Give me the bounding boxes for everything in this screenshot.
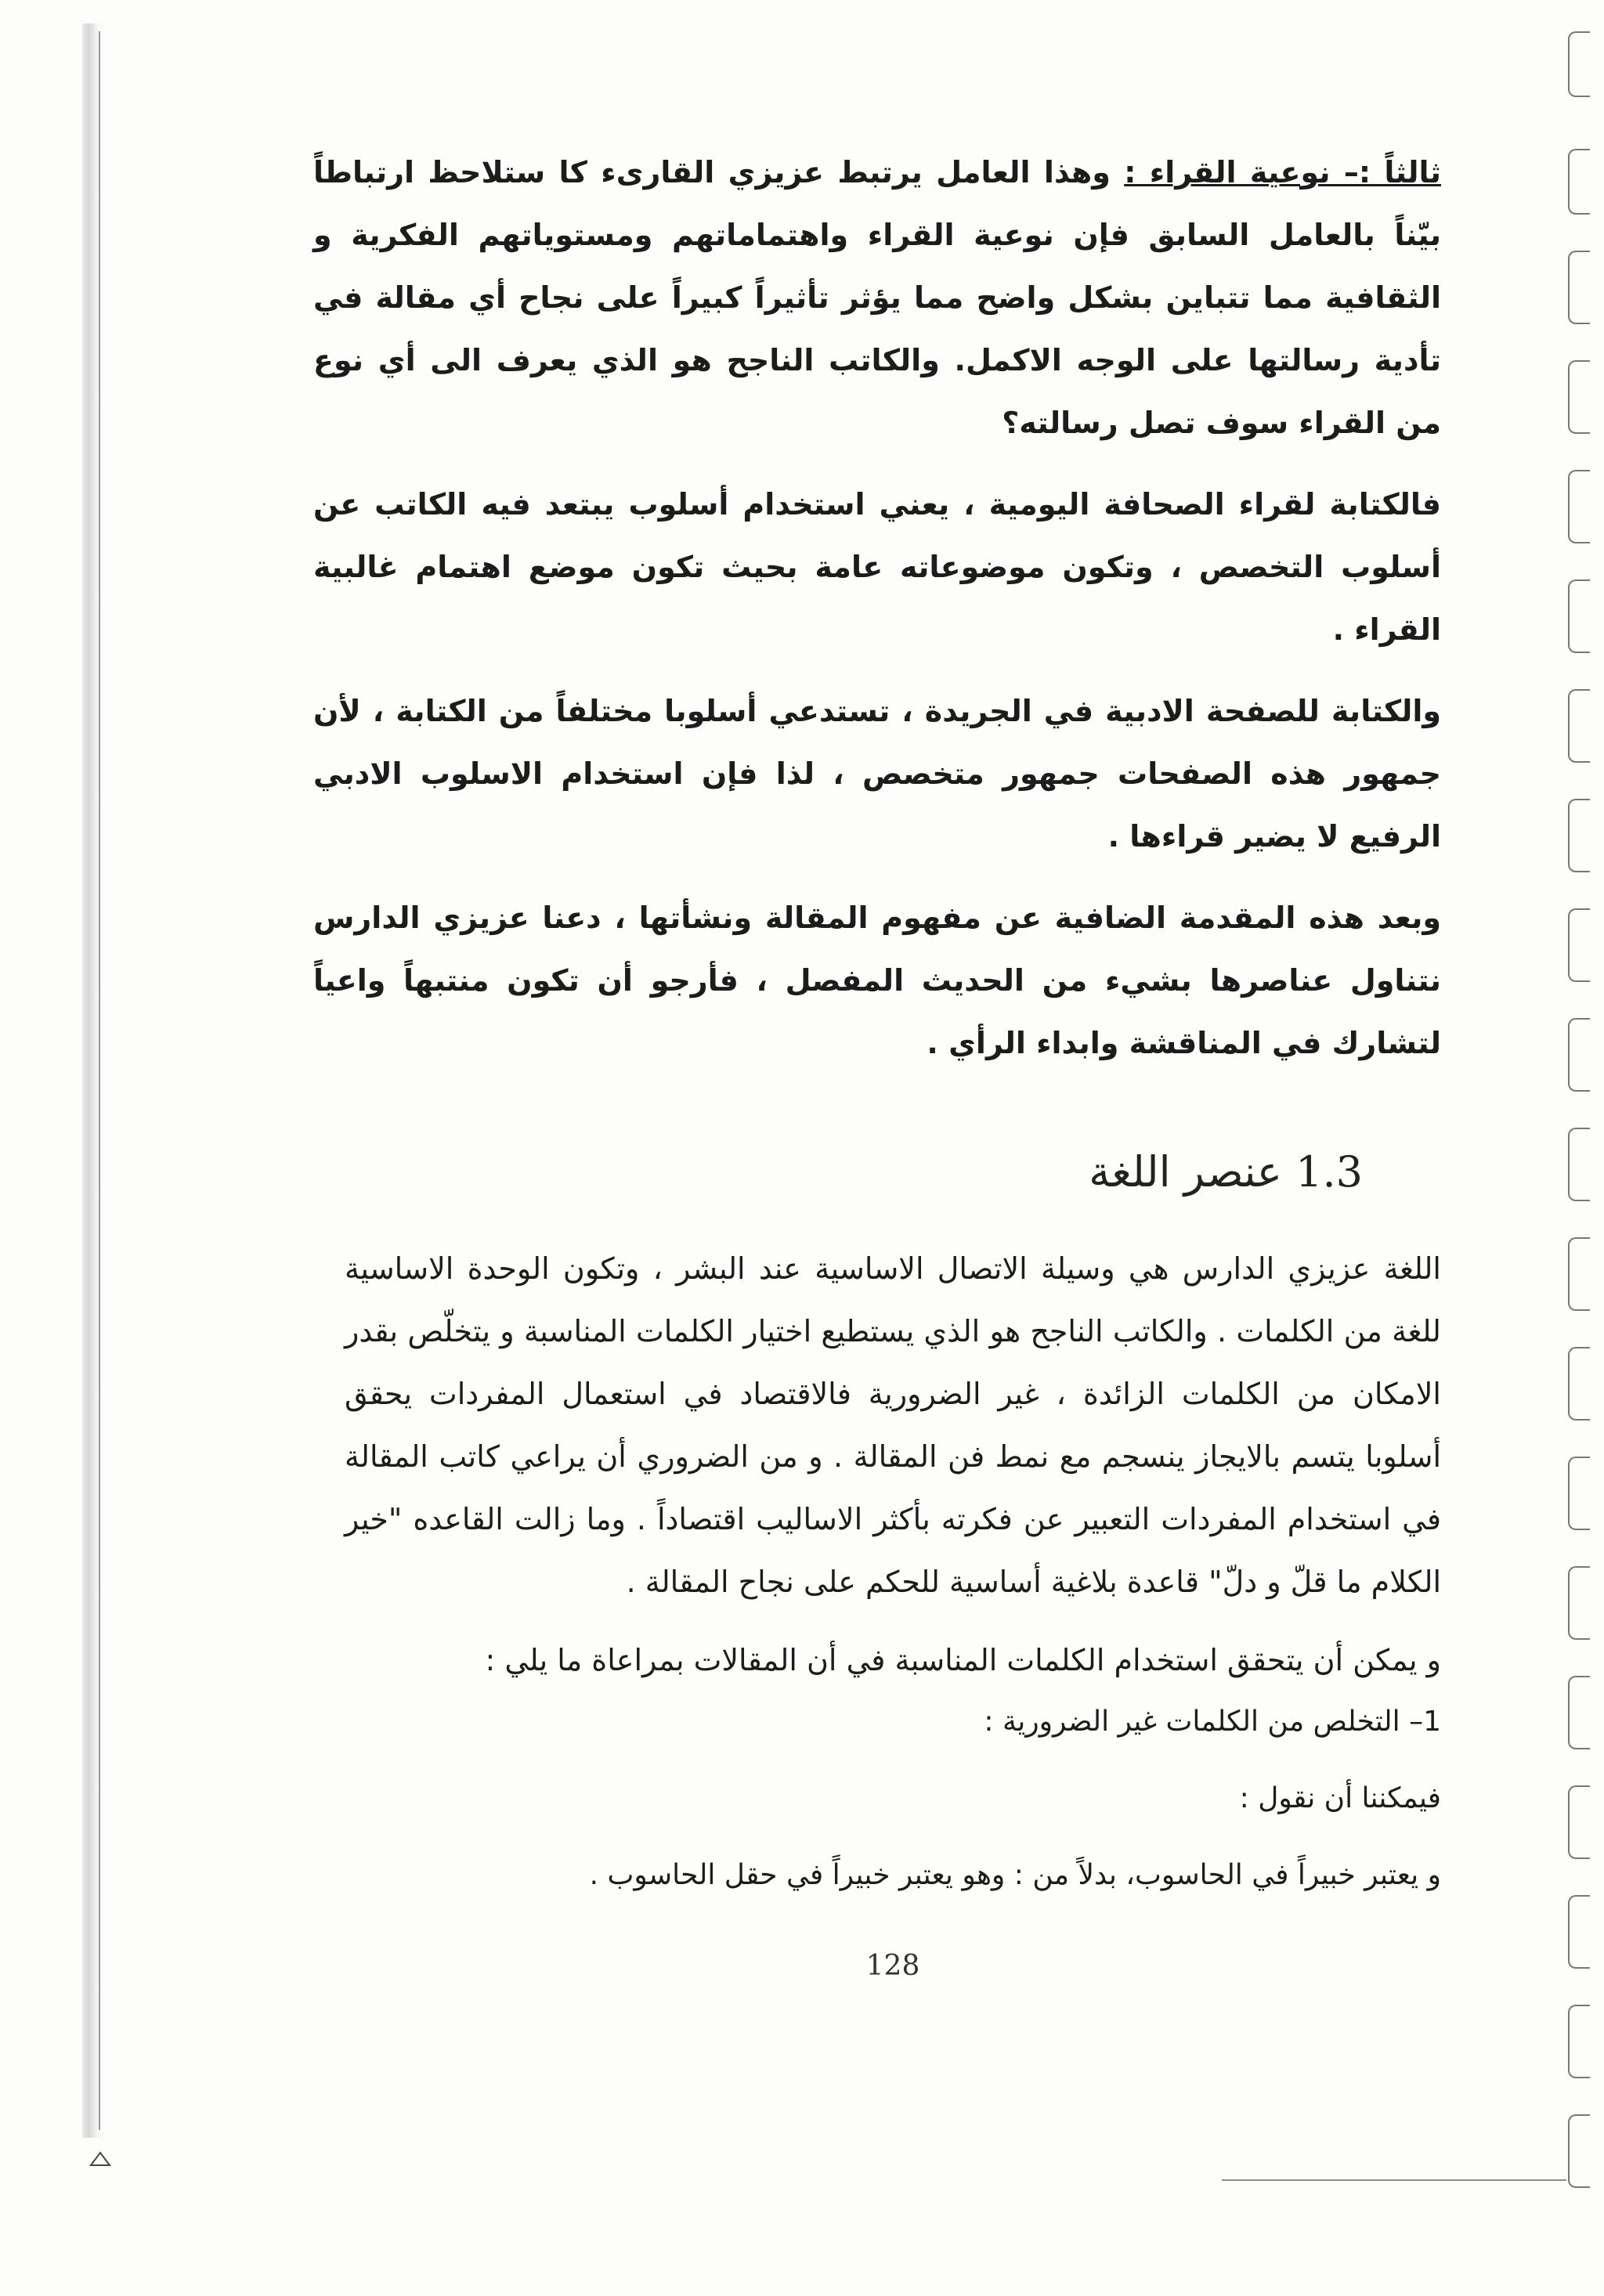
binder-ring <box>1568 1457 1590 1530</box>
binder-ring <box>1568 149 1590 215</box>
paragraph-literary-page: والكتابة للصفحة الادبية في الجريدة ، تستدعي أسلوبا مختلفاً من الكتابة ، لأن جمهور هذه الصفحات جمهور متخصص ، لذا فإن استخدام الاسلوب الادبي الرفيع لا يضير قراءها . <box>313 694 1441 854</box>
binder-ring <box>1568 2114 1590 2188</box>
binder-ring <box>1568 1895 1590 1969</box>
page-number: 128 <box>865 1950 920 1982</box>
paragraph-text: وهذا العامل يرتبط عزيزي القارىء كا ستلاحظ ارتباطاً بيّناً بالعامل السابق فإن نوعية القراء واهتماماتهم ومستوياتهم الفكرية و الثقافية مما تتباين بشكل واضح مما يؤثر تأثيراً كبيراً على نجاح أي مقالة في تأدية رسالتها على الوجه الاكمل. والكاتب الناجح هو الذي يعرف الى أي نوع من القراء سوف تصل رسالته؟ <box>313 155 1441 440</box>
bottom-rule <box>1222 2179 1566 2181</box>
paragraph-conditions: و يمكن أن يتحقق استخدام الكلمات المناسبة في أن المقالات بمراعاة ما يلي : <box>485 1643 1441 1677</box>
section-number: 1.3 <box>1295 1147 1363 1197</box>
binder-ring <box>1568 470 1590 543</box>
scan-binding-edge <box>99 31 100 2130</box>
section-body <box>345 1237 1441 1906</box>
section-heading <box>1002 1145 1363 1200</box>
binder-ring <box>1568 1676 1590 1749</box>
binder-ring <box>1568 251 1590 324</box>
binder-ring <box>1568 579 1590 653</box>
binder-ring <box>1568 31 1590 97</box>
section-title: عنصر اللغة <box>1089 1147 1282 1197</box>
binder-ring <box>1568 2005 1590 2078</box>
binder-ring <box>1568 1566 1590 1640</box>
binder-ring <box>1568 1237 1590 1311</box>
paragraph-transition: وبعد هذه المقدمة الضافية عن مفهوم المقالة ونشأتها ، دعنا عزيزي الدارس نتناول عناصرها بشيء من الحديث المفصل ، فأرجو أن تكون منتبهاً واعياً لتشارك في المناقشة وابداء الرأي . <box>313 901 1441 1060</box>
binder-ring <box>1568 908 1590 982</box>
binder-ring <box>1568 1785 1590 1859</box>
binder-ring <box>1568 799 1590 872</box>
scan-edge-mark <box>89 2150 111 2168</box>
lead-label: ثالثاً :– نوعية القراء : <box>1124 155 1441 190</box>
binder-ring <box>1568 689 1590 763</box>
binder-ring <box>1568 1018 1590 1092</box>
example-line: و يعتبر خبيراً في الحاسوب، بدلاً من : وهو يعتبر خبيراً في حقل الحاسوب . <box>589 1859 1441 1891</box>
paragraph-daily-press: فالكتابة لقراء الصحافة اليومية ، يعني استخدام أسلوب يبتعد فيه الكاتب عن أسلوب التخصص ، وتكون موضوعاته عامة بحيث تكون موضع اهتمام غالبية القراء . <box>313 487 1441 647</box>
binder-ring <box>1568 360 1590 434</box>
paragraph-language: اللغة عزيزي الدارس هي وسيلة الاتصال الاساسية عند البشر ، وتكون الوحدة الاساسية للغة من الكلمات . والكاتب الناجح هو الذي يستطيع اختيار الكلمات المناسبة و يتخلّص بقدر الامكان من الكلمات الزائدة ، غير الضرورية فالاقتصاد في استعمال المفردات يحقق أسلوبا يتسم بالايجاز ينسجم مع نمط فن المقالة . و من الضروري أن يراعي كاتب المقالة في استخدام المفردات التعبير عن فكرته بأكثر الاساليب اقتصاداً . وما زالت القاعده "خير الكلام ما قلّ و دلّ" قاعدة بلاغية أساسية للحكم على نجاح المقالة . <box>345 1251 1441 1599</box>
binder-ring <box>1568 1347 1590 1421</box>
list-item: 1– التخلص من الكلمات غير الضرورية : <box>984 1706 1441 1738</box>
article-body <box>313 141 1441 1074</box>
paragraph-reader-type <box>313 141 1441 454</box>
scan-binding-shadow <box>82 23 104 2138</box>
list-item: فيمكننا أن نقول : <box>1239 1782 1441 1814</box>
binder-ring <box>1568 1128 1590 1201</box>
